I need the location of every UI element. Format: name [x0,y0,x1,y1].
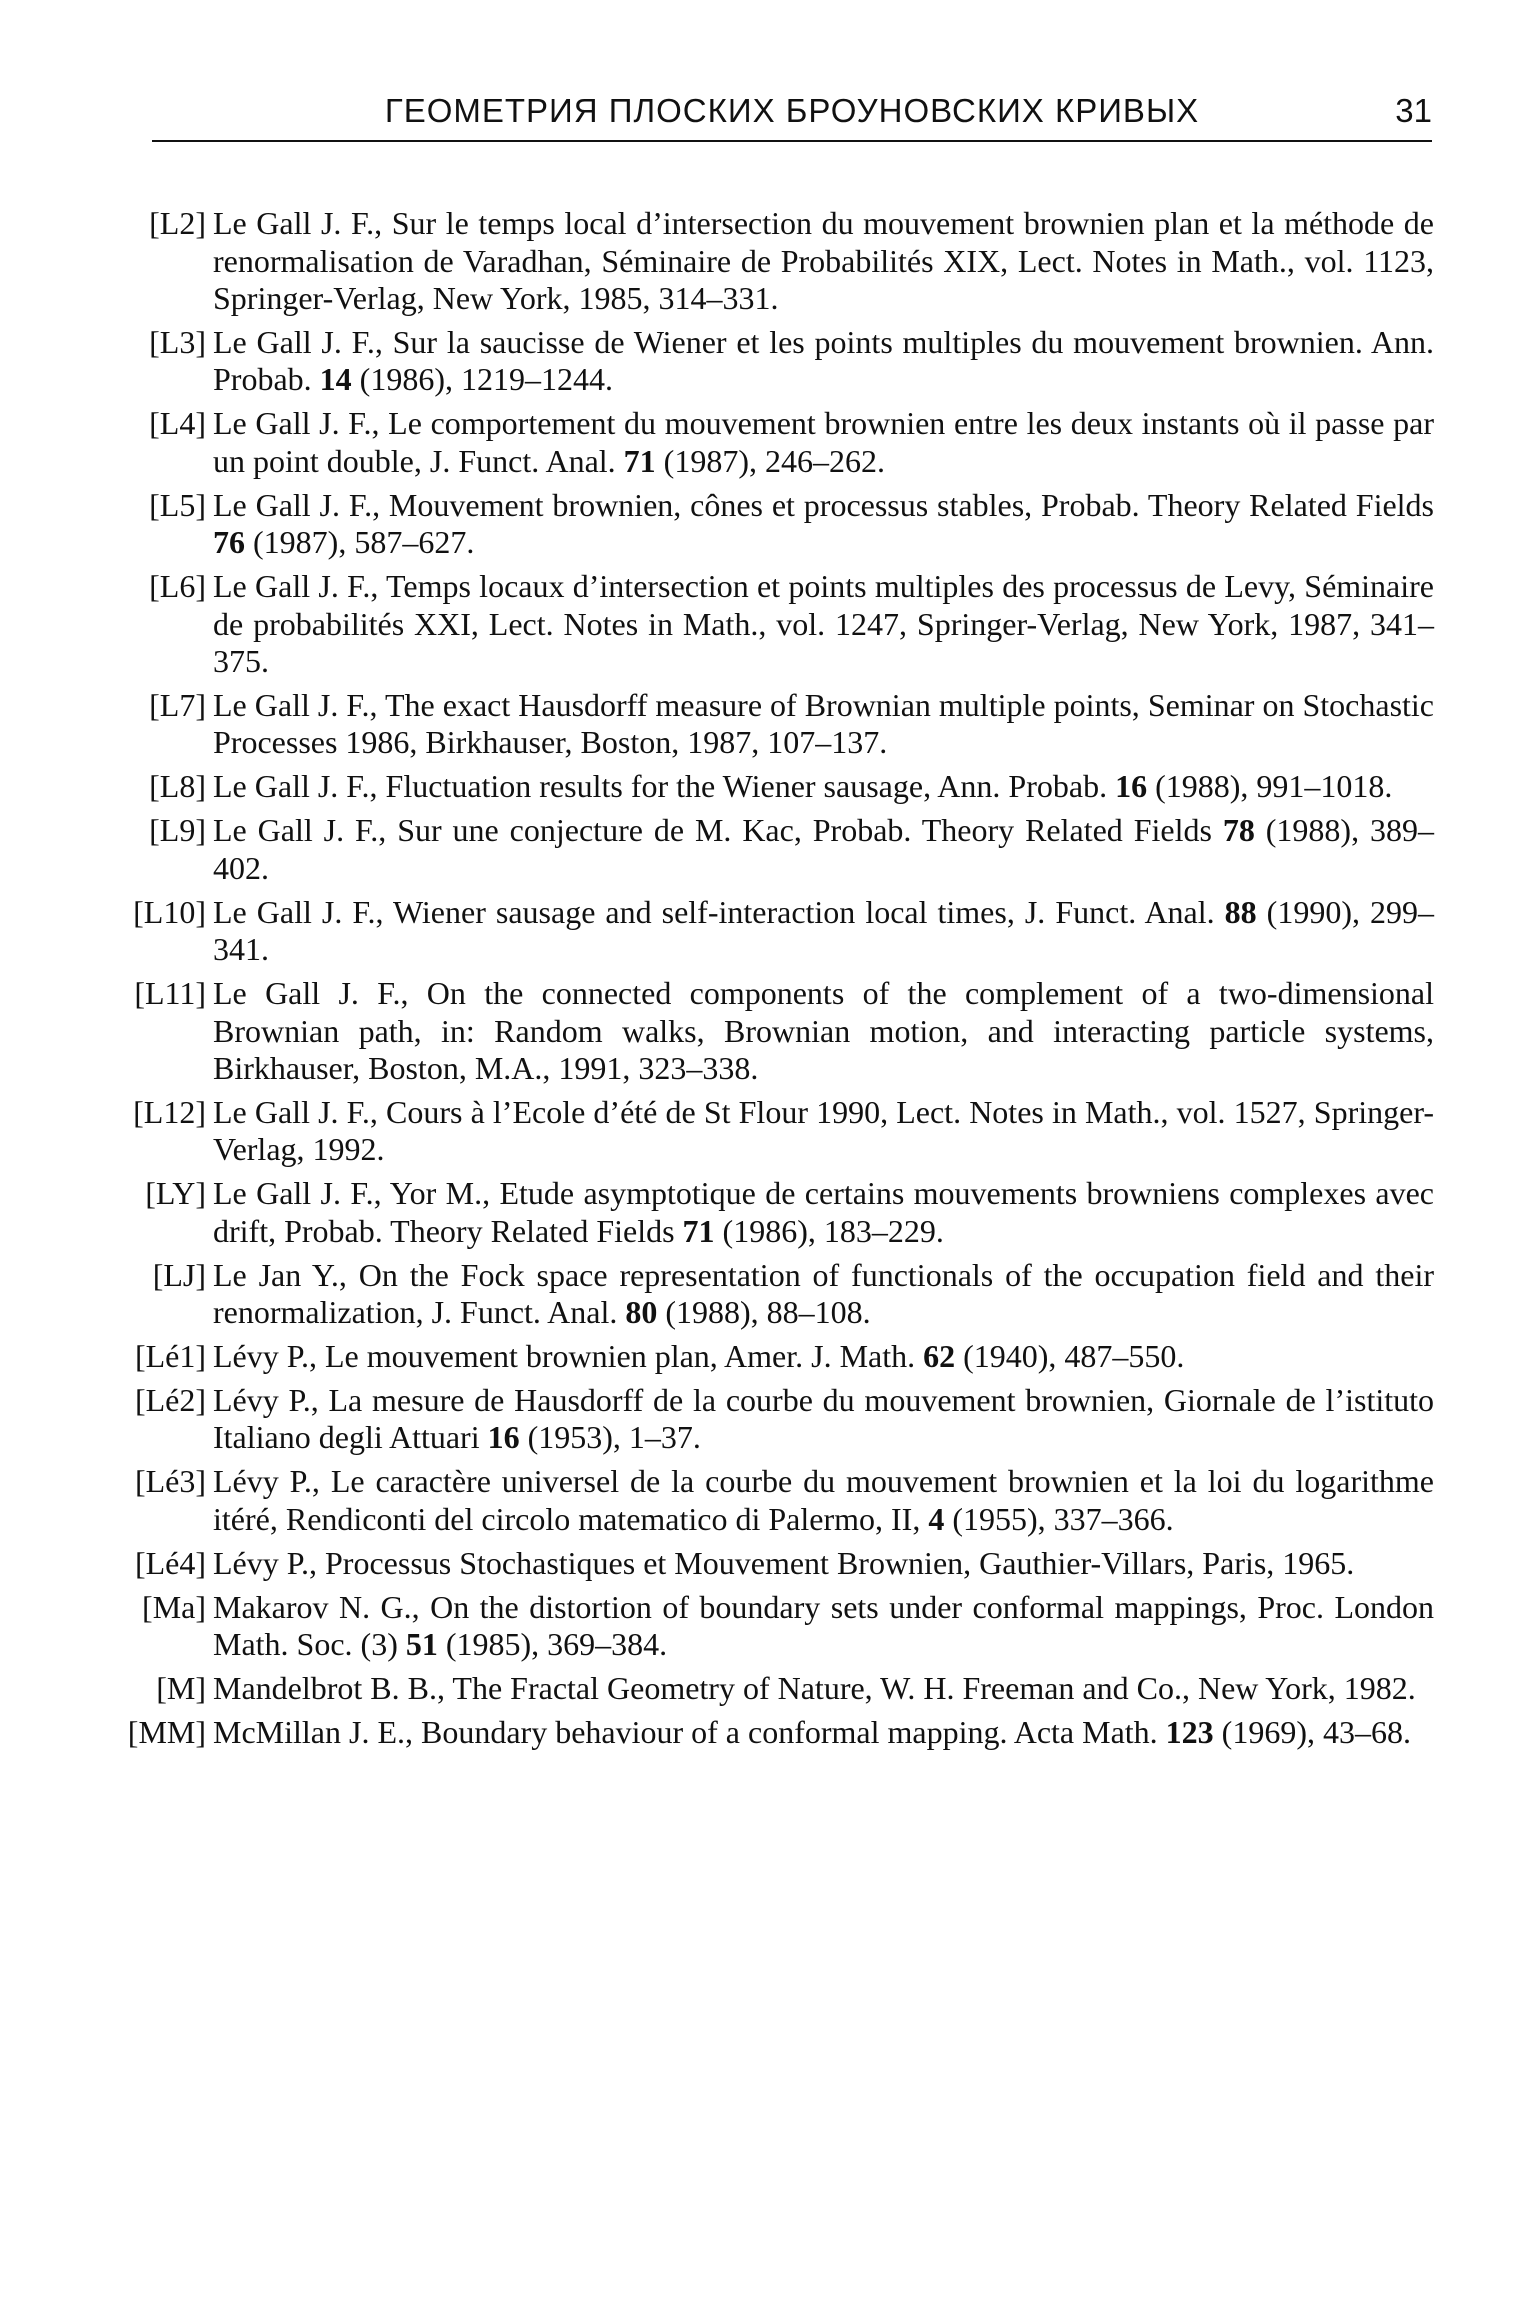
reference-text-tail: (1953), 1–37. [519,1419,701,1456]
reference-volume: 80 [625,1294,658,1331]
reference-label: [L10] [133,893,206,930]
header-rule [152,140,1432,142]
reference-volume: 71 [623,442,656,479]
reference-text [213,812,1434,887]
reference-volume: 71 [682,1212,715,1249]
reference-text-main: Le Gall J. F., Sur le temps local d’intersection du mouvement brownien plan et la méthode de renormalisation de Varadhan, Séminaire de Probabilités XIX, Lect. Notes in Math., vol. 1123, Springer-Verlag, New York, 1985, 314–331. [213,205,1434,316]
reference-entry [0,894,1522,969]
reference-text-main: McMillan J. E., Boundary behaviour of a conformal mapping. Acta Math. [213,1713,1166,1750]
reference-volume: 76 [213,524,245,561]
reference-entry [0,324,1522,399]
reference-text-main: Lévy P., La mesure de Hausdorff de la courbe du mouvement brownien, Giornale de l’istituto Italiano degli Attuari [213,1381,1434,1456]
reference-text [213,687,1434,762]
reference-entry [0,1463,1522,1538]
reference-text [213,405,1434,480]
reference-text [213,1714,1434,1752]
page-number: 31 [1395,92,1432,129]
reference-text [213,1670,1434,1708]
reference-list [0,205,1522,1758]
reference-entry [0,205,1522,318]
reference-text-main: Le Gall J. F., Cours à l’Ecole d’été de St Flour 1990, Lect. Notes in Math., vol. 1527, Springer-Verlag, 1992. [213,1093,1434,1168]
reference-entry [0,1670,1522,1708]
running-title: ГЕОМЕТРИЯ ПЛОСКИХ БРОУНОВСКИХ КРИВЫХ [384,92,1200,129]
reference-label: [L4] [149,405,206,442]
reference-label: [L11] [134,975,206,1012]
reference-label: [L8] [149,768,206,805]
reference-label: [L3] [149,323,206,360]
reference-text-main: Le Gall J. F., Temps locaux d’intersection et points multiples des processus de Levy, Séminaire de probabilités XXI, Lect. Notes in Math., vol. 1247, Springer-Verlag, New York, 1987, 341–375. [213,568,1434,680]
reference-text-tail: (1990), 299–341. [213,893,1435,968]
reference-text-main: Lévy P., Le caractère universel de la courbe du mouvement brownien et la loi du logarithme itéré, Rendiconti del circolo matematico di Palermo, II, [213,1463,1434,1537]
reference-volume: 4 [928,1500,945,1537]
reference-label: [LJ] [152,1256,206,1293]
reference-label: [L6] [149,568,206,605]
reference-entry [0,1094,1522,1169]
reference-entry [0,1545,1522,1583]
reference-text-tail: (1988), 88–108. [657,1294,871,1331]
reference-entry [0,975,1522,1088]
reference-text-tail: (1988), 991–1018. [1147,768,1393,805]
reference-label: [LY] [145,1175,206,1212]
reference-text-main: Le Gall J. F., Sur une conjecture de M. Kac, Probab. Theory Related Fields [213,812,1223,849]
reference-label: [Lé2] [134,1381,206,1418]
reference-entry [0,1175,1522,1250]
reference-entry [0,1257,1522,1332]
reference-label: [Lé4] [134,1544,206,1581]
reference-text-tail: (1955), 337–366. [944,1500,1174,1537]
reference-volume: 78 [1222,812,1255,849]
reference-text-tail: (1988), 389–402. [213,812,1434,886]
reference-text-main: Le Jan Y., On the Fock space representation of functionals of the occupation field and their renormalization, J. Funct. Anal. [213,1256,1434,1331]
reference-label: [Lé3] [134,1463,206,1500]
reference-text [213,1545,1434,1583]
reference-text [213,1257,1434,1332]
reference-label: [L12] [133,1093,206,1130]
reference-text-main: Lévy P., Le mouvement brownien plan, Amer. J. Math. [213,1338,924,1375]
reference-label: [L9] [149,812,206,849]
reference-entry [0,812,1522,887]
reference-entry [0,768,1522,806]
reference-label: [MM] [127,1713,206,1750]
reference-text-tail: (1985), 369–384. [437,1626,668,1663]
reference-volume: 123 [1165,1713,1214,1750]
reference-text-main: Le Gall J. F., Fluctuation results for the Wiener sausage, Ann. Probab. [213,768,1116,805]
reference-text-main: Le Gall J. F., Mouvement brownien, cônes et processus stables, Probab. Theory Related Fields [213,486,1434,523]
reference-volume: 14 [319,361,352,398]
reference-text [213,568,1434,681]
reference-text-main: Makarov N. G., On the distortion of boundary sets under conformal mappings, Proc. London Math. Soc. (3) [213,1588,1434,1663]
reference-label: [L7] [149,686,206,723]
reference-text-main: Le Gall J. F., Le comportement du mouvement brownien entre les deux instants où il passe par un point double, J. Funct. Anal. [213,405,1434,479]
reference-text-main: Le Gall J. F., The exact Hausdorff measure of Brownian multiple points, Seminar on Stochastic Processes 1986, Birkhauser, Boston, 1987, 107–137. [213,686,1434,761]
reference-text-main: Mandelbrot B. B., The Fractal Geometry of Nature, W. H. Freeman and Co., New York, 1982. [213,1670,1416,1707]
reference-text [213,1382,1434,1457]
reference-text [213,1094,1434,1169]
reference-text [213,324,1434,399]
reference-text-tail: (1987), 246–262. [655,442,885,479]
reference-text [213,975,1434,1088]
reference-entry [0,687,1522,762]
reference-text [213,1589,1434,1664]
reference-text-tail: (1986), 1219–1244. [351,361,613,398]
reference-text [213,487,1434,562]
reference-label: [L2] [149,205,206,241]
reference-entry [0,1714,1522,1752]
reference-label: [Lé1] [134,1338,206,1375]
reference-text-tail: (1969), 43–68. [1213,1713,1411,1750]
reference-text-main: Le Gall J. F., Wiener sausage and self-interaction local times, J. Funct. Anal. [213,893,1225,930]
reference-text [213,1338,1434,1376]
reference-label: [L5] [149,486,206,523]
reference-label: [M] [156,1670,206,1707]
reference-entry [0,487,1522,562]
reference-label: [Ma] [142,1588,206,1625]
reference-text-tail: (1940), 487–550. [955,1338,1185,1375]
reference-text-main: Lévy P., Processus Stochastiques et Mouvement Brownien, Gauthier-Villars, Paris, 1965. [213,1544,1355,1581]
reference-text-main: Le Gall J. F., Yor M., Etude asymptotique de certains mouvements browniens complexes avec drift, Probab. Theory Related Fields [213,1175,1434,1249]
page-header [152,92,1432,148]
reference-volume: 88 [1224,893,1257,930]
reference-text [213,894,1434,969]
reference-volume: 16 [487,1419,520,1456]
reference-volume: 62 [923,1338,956,1375]
reference-text [213,205,1434,318]
reference-entry [0,1382,1522,1457]
reference-entry [0,405,1522,480]
reference-entry [0,568,1522,681]
reference-volume: 16 [1115,768,1148,805]
reference-text [213,1175,1434,1250]
reference-text [213,768,1434,806]
reference-text-main: Le Gall J. F., Sur la saucisse de Wiener et les points multiples du mouvement brownien. Ann. Probab. [213,323,1434,398]
reference-text-main: Le Gall J. F., On the connected components of the complement of a two-dimensional Brownian path, in: Random walks, Brownian motion, and interacting particle systems, Birkhauser, Boston, M.A., 1991, 323–338. [213,975,1434,1087]
reference-text-tail: (1986), 183–229. [714,1212,944,1249]
reference-text-tail: (1987), 587–627. [245,524,475,561]
reference-entry [0,1589,1522,1664]
reference-volume: 51 [405,1626,438,1663]
reference-text [213,1463,1434,1538]
reference-entry [0,1338,1522,1376]
